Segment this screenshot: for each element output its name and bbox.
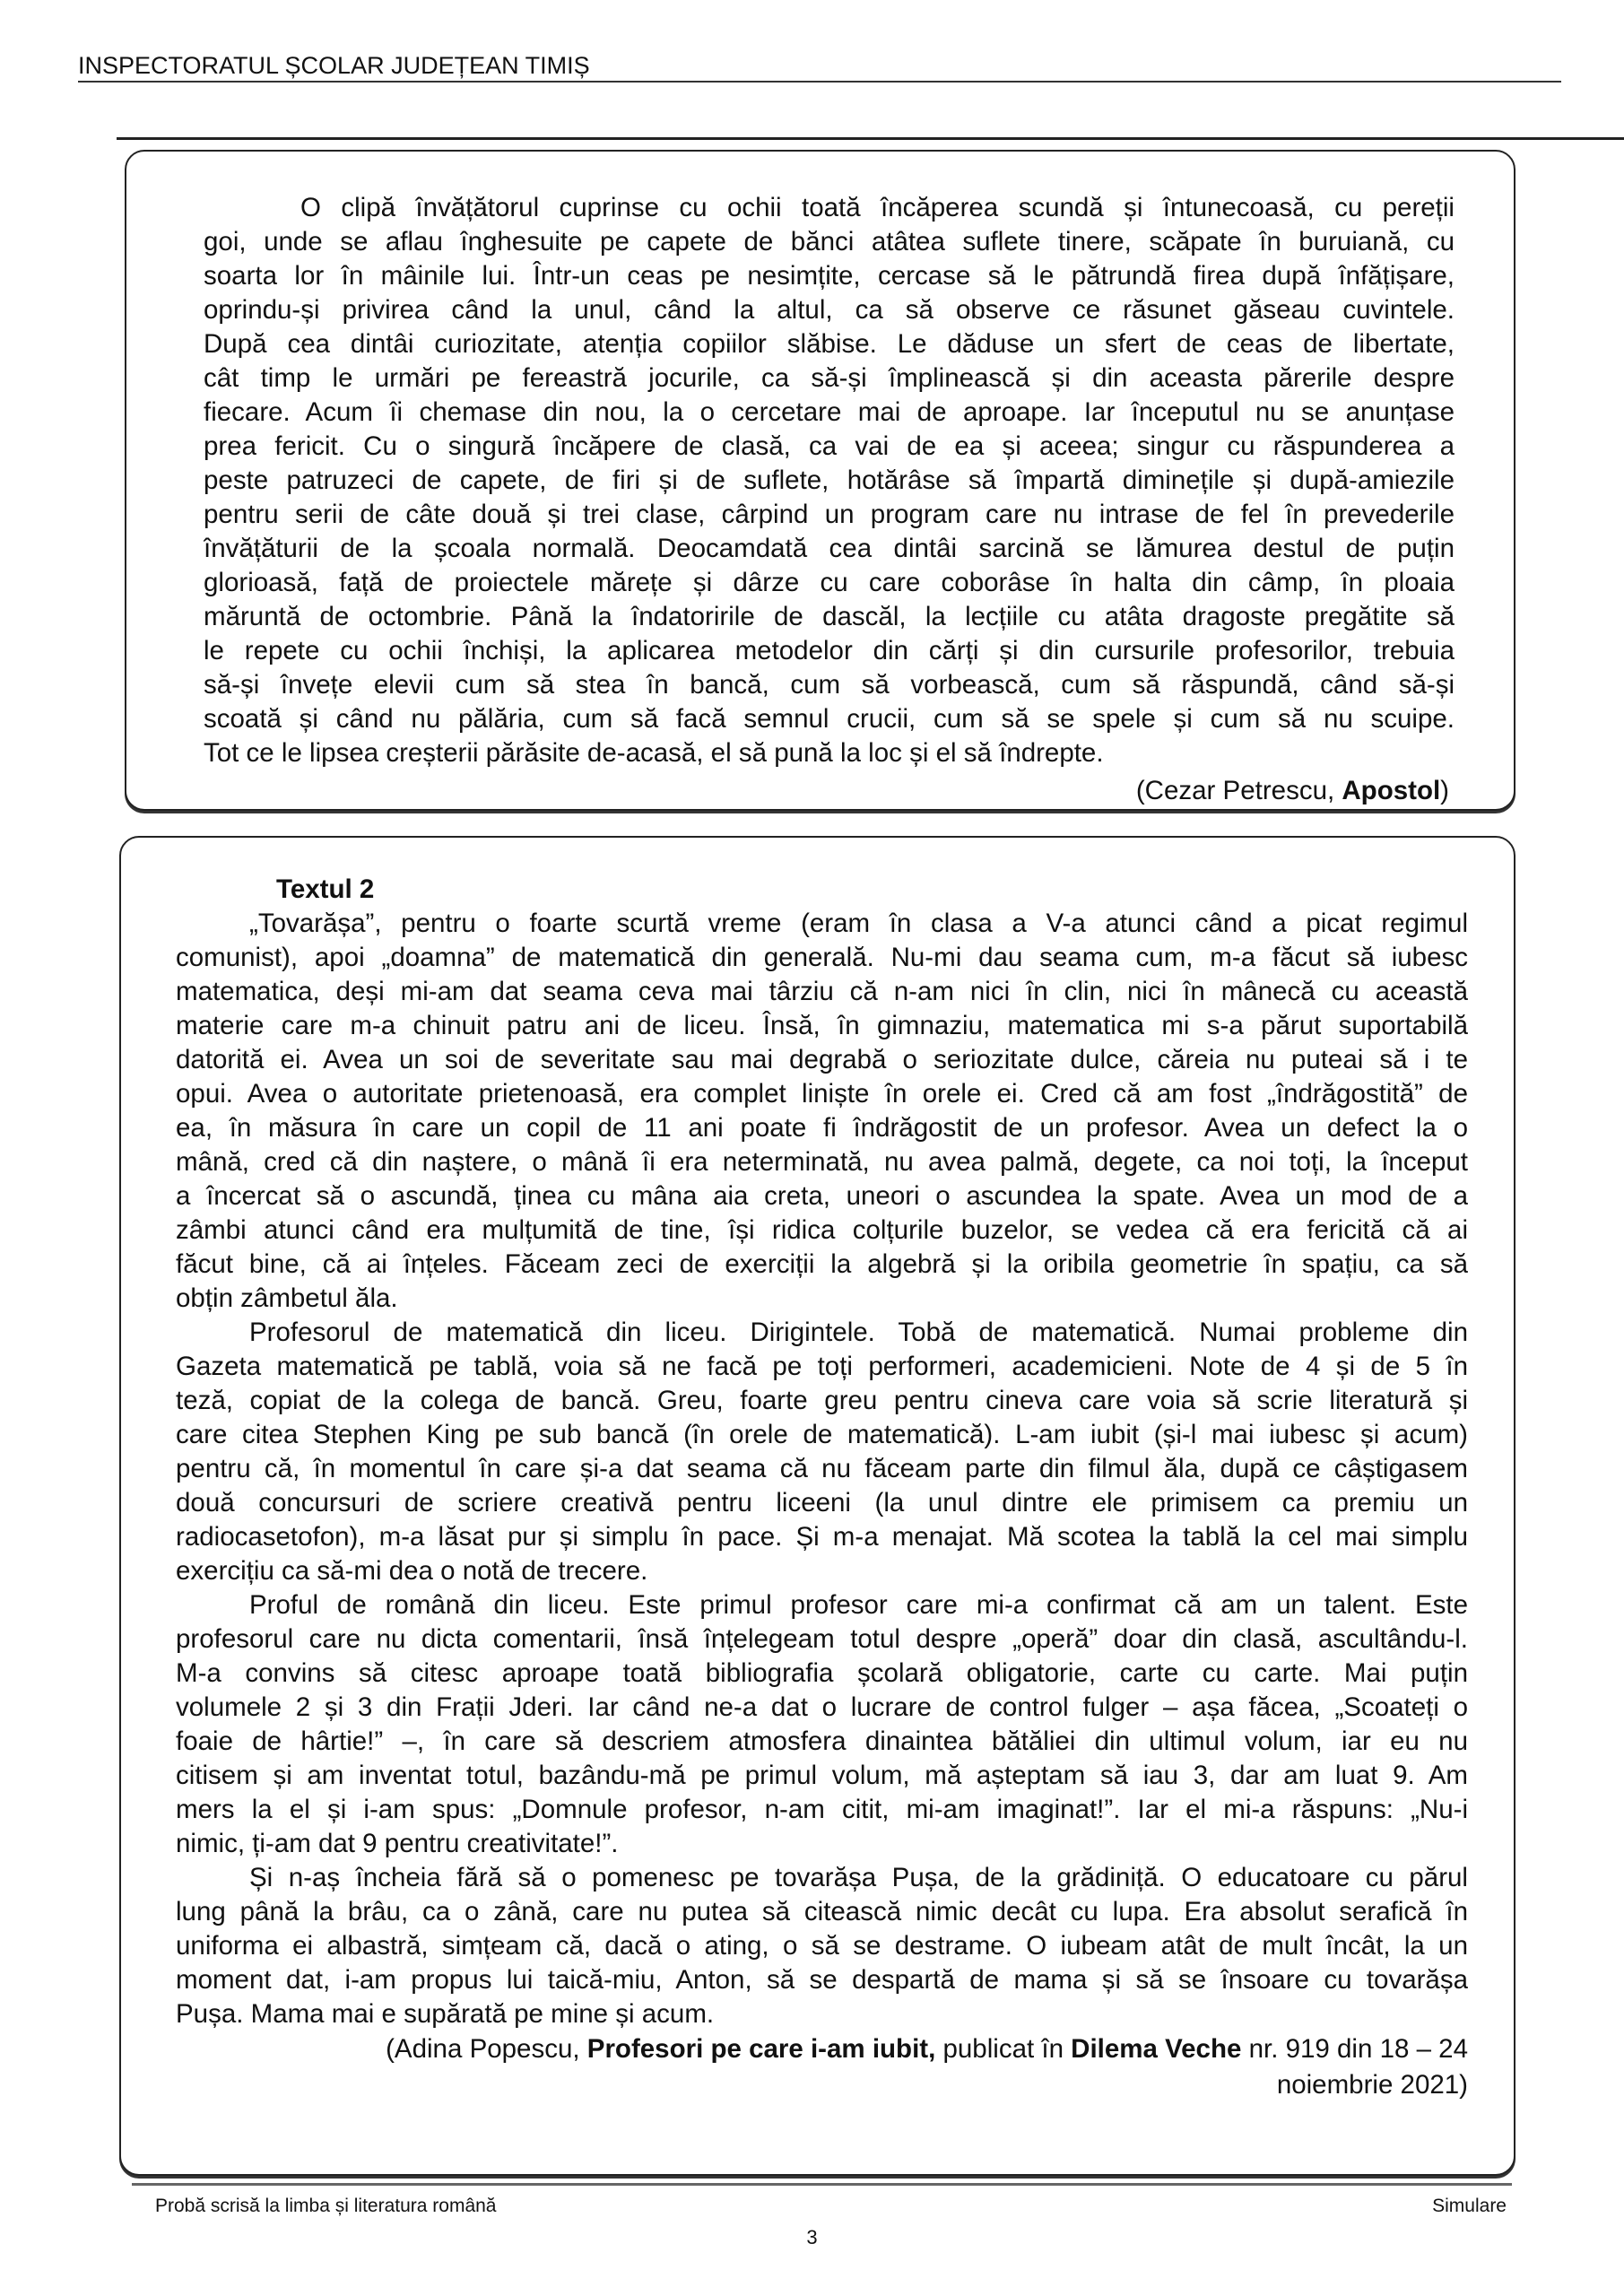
section-rule	[117, 137, 1624, 140]
text-line: uniforma ei albastră, simțeam că, dacă o ating, o să se destrame. O iubeam atât de mult încât, la un	[176, 1931, 1468, 1961]
text-line: fiecare. Acum îi chemase din nou, la o cercetare mai de aproape. Iar începutul nu se anunțase	[204, 397, 1455, 427]
text2-paragraphs	[176, 907, 1468, 2031]
text-line: „Tovarășa”, pentru o foarte scurtă vreme (eram în clasa a V-a atunci când a picat regimul	[249, 909, 1468, 938]
text2-body	[176, 873, 1468, 2103]
text1-paragraphs	[204, 191, 1455, 770]
text-line: Pușa. Mama mai e supărată pe mine și acum.	[176, 1999, 715, 2029]
text1-box	[125, 150, 1515, 811]
text-line: cât timp le urmări pe fereastră jocurile, ca să-și împlinească și din aceasta părerile despre	[204, 363, 1455, 393]
text-line: M-a convins să citesc aproape toată bibliografia școlară obligatorie, carte cu carte. Mai puțin	[176, 1658, 1468, 1688]
text-line: moment dat, i-am propus lui taică-miu, Anton, să se despartă de mama și să se însoare cu tovarășa	[176, 1965, 1468, 1995]
text-line: prea fericit. Cu o singură încăpere de clasă, ca vai de ea și aceea; singur cu răspunderea a	[204, 431, 1455, 461]
text2-citation-date: noiembrie 2021)	[1276, 2070, 1468, 2100]
text-line: Gazeta matematică pe tablă, voia să ne facă pe toți performeri, academicieni. Note de 4 și de 5 în	[176, 1352, 1468, 1381]
footer-rule	[132, 2183, 1512, 2186]
text-line: soarta lor în mâinile lui. Într-un ceas pe nesimțite, cercase să le pătrundă firea după înfățișare,	[204, 261, 1455, 291]
text-line: mers la el și i-am spus: „Domnule profesor, n-am citit, mi-am imaginat!”. Iar el mi-a răspuns: „Nu-i	[176, 1795, 1468, 1824]
citation-close: )	[1440, 776, 1449, 805]
text-line: lung până la brâu, ca o zână, care nu putea să citească nimic decât cu lupa. Era absolut serafică în	[176, 1897, 1468, 1926]
text-line: foaie de hârtie!” –, în care să descriem atmosfera dinaintea bătăliei din ultimul volum, iar eu nu	[176, 1726, 1468, 1756]
citation-issue: nr. 919 din 18 – 24	[1241, 2034, 1468, 2064]
text-line: Tot ce le lipsea creșterii părăsite de-acasă, el să pună la loc și el să îndrepte.	[204, 738, 1104, 768]
paragraph	[176, 1861, 1468, 2031]
text-line: pentru serii de câte două și trei clase, cârpind un program care nu intrase de fel în prevederile	[204, 500, 1455, 529]
text-line: radiocasetofon), m-a lăsat pur și simplu în pace. Și m-a menajat. Mă scotea la tablă la cel mai simplu	[176, 1522, 1468, 1552]
text-line: zâmbi atunci când era mulțumită de tine, își ridica colțurile buzelor, se vedea că era fericită că ai	[176, 1215, 1468, 1245]
citation-mid: publicat în	[935, 2034, 1072, 2064]
text-line: peste patruzeci de capete, de firi și de suflete, hotărâse să împartă diminețile și după-amiezile	[204, 465, 1455, 495]
text1-citation	[204, 773, 1455, 809]
footer-subject: Probă scrisă la limba și literatura română	[155, 2196, 497, 2216]
text-line: comunist), apoi „doamna” de matematică din generală. Nu-mi dau seama cum, m-a făcut să iubesc	[176, 943, 1468, 972]
text-line: nimic, ți-am dat 9 pentru creativitate!”.	[176, 1829, 619, 1858]
text-line: ea, în măsura în care un copil de 11 ani poate fi îndrăgostit de un profesor. Avea un defect la o	[176, 1113, 1468, 1143]
text-line: opui. Avea o autoritate prietenoasă, era complet liniște în orele ei. Cred că am fost „îndrăgostită” de	[176, 1079, 1468, 1109]
text-line: citisem și am inventat totul, bazându-mă pe primul volum, mă așteptam să iau 3, dar am luat 9. Am	[176, 1761, 1468, 1790]
text-line: exercițiu ca să-mi dea o notă de trecere.	[176, 1556, 648, 1586]
text-line: pentru că, în momentul în care și-a dat seama că nu făceam parte din filmul ăla, după ce câștigasem	[176, 1454, 1468, 1483]
header-rule	[78, 81, 1561, 83]
text-line: O clipă învățătorul cuprinse cu ochii toată încăperea scundă și întunecoasă, cu pereții	[300, 193, 1455, 222]
text-line: mână, cred că din naștere, o mână îi era neterminată, nu avea palmă, degete, ca noi toți, la început	[176, 1147, 1468, 1177]
text-line: a încercat să o ascundă, ținea cu mâna aia creta, uneori o ascundea la spate. Avea un mod de a	[176, 1181, 1468, 1211]
text-line: să-și învețe elevii cum să stea în bancă, cum să vorbească, cum să răspundă, când să-și	[204, 670, 1455, 700]
page-number: 3	[806, 2226, 818, 2248]
text-line: măruntă de octombrie. Până la îndatoririle de dascăl, la lecțiile cu atâta dragoste pregătite să	[204, 602, 1455, 631]
text1-body	[204, 191, 1455, 809]
text-line: scoată și când nu pălăria, cum să facă semnul crucii, cum să se spele și cum să nu scuipe.	[204, 704, 1455, 734]
text-line: obțin zâmbetul ăla.	[176, 1283, 398, 1313]
text-line: profesorul care nu dicta comentarii, însă înțelegeam totul despre „operă” doar din clasă, ascultându-l.	[176, 1624, 1468, 1654]
text-line: Și n-aș încheia fără să o pomenesc pe tovarășa Pușa, de la grădiniță. O educatoare cu părul	[249, 1863, 1468, 1892]
citation-publication: Dilema Veche	[1071, 2034, 1242, 2064]
page-header: INSPECTORATUL ȘCOLAR JUDEȚEAN TIMIȘ	[78, 52, 590, 79]
paragraph	[176, 1316, 1468, 1588]
text-line: volumele 2 și 3 din Frații Jderi. Iar când ne-a dat o lucrare de control fulger – așa făcea, „Scoateți o	[176, 1692, 1468, 1722]
text-line: le repete cu ochii închiși, la aplicarea metodelor din cărți și din cursurile profesorilor, trebuia	[204, 636, 1455, 665]
text2-title: Textul 2	[276, 874, 375, 904]
citation-work: Apostol	[1342, 776, 1441, 805]
text-line: făcut bine, că ai înțeles. Făceam zeci de exerciții la algebră și la oribila geometrie în spațiu, ca să	[176, 1249, 1468, 1279]
text-line: După cea dintâi curiozitate, atenția copiilor slăbise. Le dăduse un sfert de ceas de libertate,	[204, 329, 1455, 359]
text-line: Profesorul de matematică din liceu. Dirigintele. Tobă de matematică. Numai probleme din	[249, 1318, 1468, 1347]
text-line: Proful de română din liceu. Este primul profesor care mi-a confirmat că am un talent. Este	[249, 1590, 1468, 1620]
citation-author: (Cezar Petrescu,	[1135, 776, 1342, 805]
citation-work: Profesori pe care i-am iubit,	[586, 2034, 936, 2064]
text-line: glorioasă, față de proiectele mărețe și dârze cu care coborâse în halta din câmp, în ploaia	[204, 568, 1455, 597]
text-line: care citea Stephen King pe sub bancă (în orele de matematică). L-am iubit (și-l mai iubesc și acum)	[176, 1420, 1468, 1449]
text-line: teză, copiat de la colega de bancă. Greu, foarte greu pentru cineva care voia să scrie literatură și	[176, 1386, 1468, 1415]
citation-author: (Adina Popescu,	[386, 2034, 587, 2064]
paragraph	[176, 1588, 1468, 1861]
text-line: oprindu-și privirea când la unul, când la altul, ca să observe ce răsunet găseau cuvintele.	[204, 295, 1455, 325]
text-line: două concursuri de scriere creativă pentru liceeni (la unul dintre ele primisem ca premiu un	[176, 1488, 1468, 1518]
paragraph	[176, 907, 1468, 1316]
text-line: goi, unde se aflau înghesuite pe capete de bănci atâtea suflete tinere, scăpate în buruiană, cu	[204, 227, 1455, 257]
text-line: materie care m-a chinuit patru ani de liceu. Însă, în gimnaziu, matematica mi s-a părut suportabilă	[176, 1011, 1468, 1040]
text-line: matematica, deși mi-am dat seama ceva mai târziu că n-am nici în clin, nici în mânecă cu această	[176, 977, 1468, 1006]
text2-box	[119, 836, 1515, 2176]
footer-exam-type: Simulare	[1432, 2196, 1507, 2216]
text-line: datorită ei. Avea un soi de severitate sau mai degrabă o seriozitate dulce, căreia nu puteai să i te	[176, 1045, 1468, 1074]
text2-citation	[176, 2031, 1468, 2067]
text-line: învățăturii de la școala normală. Deocamdată cea dintâi sarcină se lămurea destul de puțin	[204, 534, 1455, 563]
paragraph	[204, 191, 1455, 770]
